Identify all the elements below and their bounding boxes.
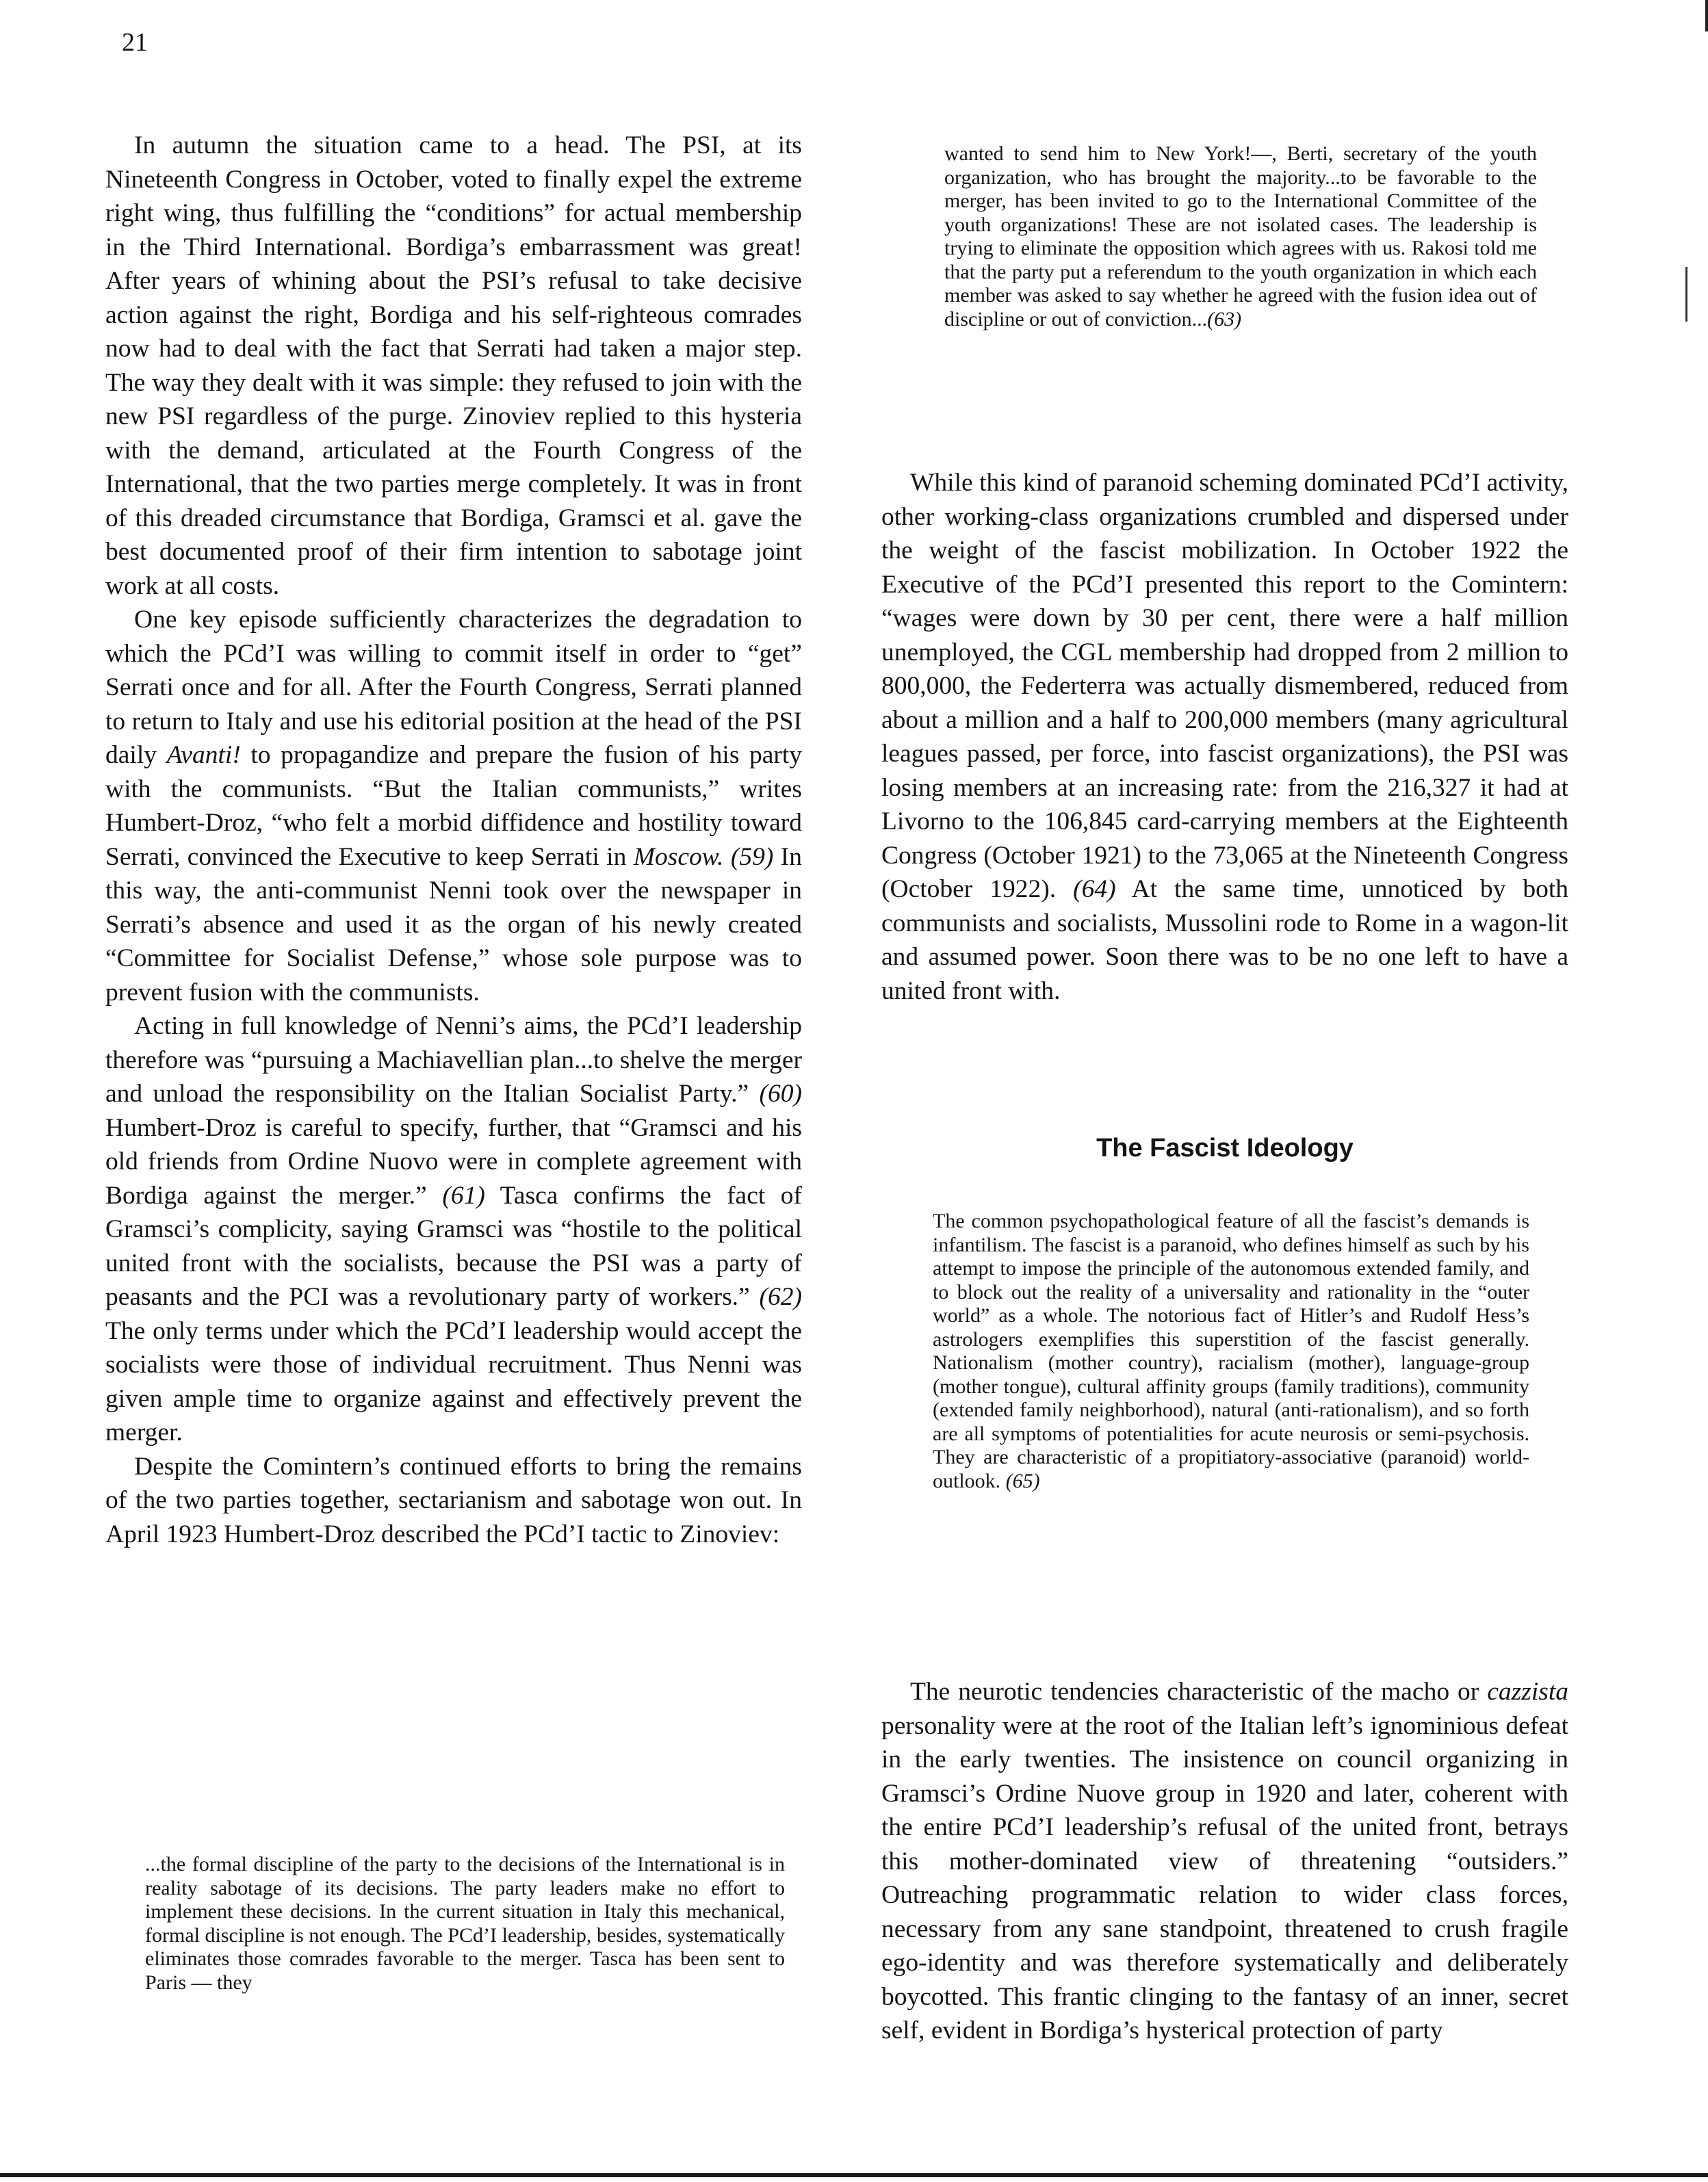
emphasis-text: Moscow. (633, 842, 724, 871)
body-paragraph (105, 1009, 802, 1450)
footnote-ref: (64) (1073, 875, 1116, 903)
body-paragraph: In autumn the situation came to a head. The PSI, at its Nineteenth Congress in October, voted to finally expel the extreme right wing, thus fulfilling the “conditions” for actual membership in the Third International. Bordiga’s embarrassment was great! After years of whining about the PSI’s refusal to take decisive action against the right, Bordiga and his self-righteous comrades now had to deal with the fact that Serrati had taken a major step. The way they dealt with it was simple: they refused to join with the new PSI regardless of the purge. Zinoviev replied to this hysteria with the demand, articulated at the Fourth Congress of the International, that the two parties merge completely. It was in front of this dreaded circumstance that Bordiga, Gramsci et al. gave the best documented proof of their firm intention to sabotage joint work at all costs. (105, 131, 802, 600)
text-run: to propagandize and prepare the fusion of his party with the communists. “But the Italian communists,” writes Humbert-Droz, “who felt a morbid diffidence and hostility toward Serrati, convinced the Executive to keep Serrati in (105, 741, 803, 871)
text-run: Humbert-Droz is careful to specify, further, that “Gramsci and his old friends from Ordine Nuovo were in complete agreement with Bordiga against the merger.” (105, 1113, 802, 1210)
scan-bottom-edge (0, 2173, 1708, 2177)
footnote-ref: (59) (730, 842, 774, 871)
text-run: Acting in full knowledge of Nenni’s aims, the PCd’I leadership therefore was “pursuing a Machiavellian plan...to shelve the merger and unload the responsibility on the Italian Socialist Party.” (105, 1012, 802, 1108)
body-paragraph (881, 466, 1568, 1008)
quote-text: The common psychopathological feature of all the fascist’s demands is infantilism. The fascist is a paranoid, who defines himself as such by his attempt to impose the principle of the autonomous extended family, and to block out the reality of a universality and rationality in the “outer world” as a whole. The notorious fact of Hitler’s and Rudolf Hess’s astrologers exemplifies this superstition of the fascist generally. Nationalism (mother country), racialism (mother), language-group (mother tongue), cultural affinity groups (family traditions), community (extended family neighborhood), natural (anti-rationalism), and so forth are all symptoms of potentialities for acute neurosis or semi-psychosis. They are characteristic of a propitiatory-associative (paranoid) world-outlook. (933, 1210, 1529, 1492)
body-paragraph (105, 603, 802, 1009)
block-quote (944, 142, 1537, 331)
block-quote (933, 1210, 1529, 1493)
body-paragraph (881, 1675, 1568, 2048)
text-run: Tasca confirms the fact of Gramsci’s complicity, saying Gramsci was “hostile to the political united front with the socialists, because the PSI was a party of peasants and the PCI was a revolutionary party of workers.” (105, 1181, 803, 1311)
text-run: personality were at the root of the Italian left’s ignominious defeat in the early twenties. The insistence on council organizing in Gramsci’s Ordine Nuove group in 1920 and later, coherent with the entire PCd’I leadership’s refusal of the united front, betrays this mother-dominated view of threatening “outsiders.” Outreaching programmatic relation to wider class forces, necessary from any sane standpoint, threatened to crush fragile ego-identity and was therefore systematically and deliberately boycotted. This frantic clinging to the fantasy of an inner, secret self, evident in Bordiga’s hysterical protection of party (881, 1711, 1568, 2044)
body-paragraph: Despite the Comintern’s continued efforts to bring the remains of the two parties together, sectarianism and sabotage won out. In April 1923 Humbert-Droz described the PCd’I tactic to Zinoviev: (105, 1452, 802, 1548)
right-column (881, 142, 1568, 2044)
page-number: 21 (122, 28, 148, 57)
italic-term: cazzista (1487, 1678, 1568, 1706)
quote-text: wanted to send him to New York!—, Berti, secretary of the youth organization, who has brought the majority...to be favorable to the merger, has been invited to go to the International Committee of the youth organizations! These are not isolated cases. The leadership is trying to eliminate the opposition which agrees with us. Rakosi told me that the party put a referendum to the youth organization in which each member was asked to say whether he agreed with the fusion idea out of discipline or out of conviction... (944, 142, 1537, 330)
text-run: The only terms under which the PCd’I leadership would accept the socialists were those of individual recruitment. Thus Nenni was given ample time to organize against and effectively prevent the merger. (105, 1316, 802, 1446)
footnote-ref: (62) (759, 1283, 802, 1311)
left-column (105, 129, 803, 1994)
footnote-ref: (65) (1005, 1469, 1040, 1492)
footnote-ref: (61) (442, 1181, 485, 1210)
section-heading: The Fascist Ideology (1096, 1134, 1354, 1163)
block-quote: ...the formal discipline of the party to the decisions of the International is in reality sabotage of its decisions. The party leaders make no effort to implement these decisions. In the current situation in Italy this mechanical, formal discipline is not enough. The PCd’I leadership, besides, systematically eliminates those comrades favorable to the merger. Tasca has been sent to Paris — they (145, 1853, 785, 1994)
text-run: At the same time, unnoticed by both communists and socialists, Mussolini rode to Rome in a wagon-lit and assumed power. Soon there was to be no one left to have a united front with. (881, 875, 1568, 1005)
text-run: The neurotic tendencies characteristic of the macho or (910, 1678, 1488, 1706)
scan-margin-line (1685, 267, 1687, 322)
newspaper-title: Avanti! (166, 741, 241, 769)
footnote-ref: (60) (759, 1080, 802, 1108)
scan-edge-mark (1705, 0, 1708, 31)
text-run: While this kind of paranoid scheming dominated PCd’I activity, other working-class organizations crumbled and dispersed under the weight of the fascist mobilization. In October 1922 the Executive of the PCd’I presented this report to the Comintern: “wages were down by 30 per cent, there were a half million unemployed, the CGL membership had dropped from 2 million to 800,000, the Federterra was actually dismembered, reduced from about a million and a half to 200,000 members (many agricultural leagues passed, per force, into fascist organizations), the PSI was losing members at an increasing rate: from the 216,327 it had at Livorno to the 106,845 card-carrying members at the Eighteenth Congress (October 1921) to the 73,065 at the Nineteenth Congress (October 1922). (881, 469, 1568, 903)
text-run: In this way, the anti-communist Nenni took over the newspaper in Serrati’s absence and used it as the organ of his newly created “Committee for Socialist Defense,” whose sole purpose was to prevent fusion with the communists. (105, 842, 803, 1006)
footnote-ref: (63) (1207, 307, 1242, 330)
text-run: One key episode sufficiently characterizes the degradation to which the PCd’I was willing to commit itself in order to “get” Serrati once and for all. After the Fourth Congress, Serrati planned to return to Italy and use his editorial position at the head of the PSI daily (105, 606, 802, 769)
